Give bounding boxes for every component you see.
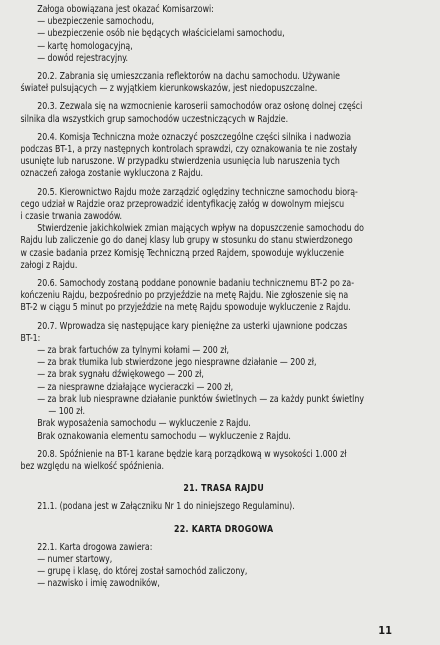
- text-line: świateł pulsujących — z wyjątkiem kierunkowskazów, jest niedopuszczalne.: [20, 83, 318, 95]
- text-line: — za niesprawne działające wycieraczki — 200 zł,: [37, 381, 234, 393]
- section-heading: 21. TRASA RAJDU: [183, 483, 264, 495]
- text-line: załogi z Rajdu.: [20, 259, 78, 271]
- text-line: 22.1. Karta drogowa zawiera:: [37, 541, 153, 553]
- text-line: silnika dla wszystkich grup samochodów uczestniczących w Rajdzie.: [20, 113, 289, 125]
- text-line: BT-1:: [20, 332, 41, 344]
- spacer: [20, 473, 426, 483]
- text-line: Brak oznakowania elementu samochodu — wykluczenie z Rajdu.: [37, 430, 291, 442]
- text-line: — za brak fartuchów za tylnymi kołami — 200 zł,: [37, 345, 230, 357]
- text-line: oznaczeń załoga zostanie wykluczona z Rajdu.: [20, 168, 204, 180]
- text-line: BT-2 w ciągu 5 minut po przyjeździe na metę Rajdu spowoduje wykluczenie z Rajdu.: [20, 302, 351, 314]
- spacer: [20, 514, 426, 524]
- text-line: — grupę i klasę, do której został samochód zaliczony,: [37, 566, 248, 578]
- text-line: 20.3. Zezwala się na wzmocnienie karoserii samochodów oraz osłonę dolnej części: [37, 101, 363, 113]
- text-line: — za brak sygnału dźwiękowego — 200 zł,: [37, 369, 204, 381]
- text-line: — 100 zł.: [48, 406, 85, 418]
- text-line: usunięte lub naruszone. W przypadku stwierdzenia usunięcia lub naruszenia tych: [20, 156, 340, 168]
- text-line: i czasie trwania zawodów.: [20, 211, 122, 223]
- text-line: kończeniu Rajdu, bezpośrednio po przyjeździe na metę Rajdu. Nie zgłoszenie się na: [20, 290, 349, 302]
- text-line: — dowód rejestracyjny.: [37, 52, 129, 64]
- text-line: — ubezpieczenie osób nie będących właścicielami samochodu,: [37, 28, 285, 40]
- text-line: 20.2. Zabrania się umieszczania reflektorów na dachu samochodu. Używanie: [37, 71, 341, 83]
- text-line: 20.6. Samochody zostaną poddane ponownie badaniu technicznemu BT-2 po za-: [37, 278, 355, 290]
- text-line: — ubezpieczenie samochodu,: [37, 16, 155, 28]
- section-heading: 22. KARTA DROGOWA: [174, 523, 274, 535]
- text-line: Stwierdzenie jakichkolwiek zmian mających wpływ na dopuszczenie samochodu do: [37, 223, 364, 235]
- text-line: Załoga obowiązana jest okazać Komisarzowi:: [37, 4, 214, 15]
- text-line: bez względu na wielkość spóźnienia.: [20, 460, 165, 472]
- text-line: podczas BT-1, a przy następnych kontrolach sprawdzi, czy oznakowania te nie zostały: [20, 144, 358, 156]
- text-line: 20.7. Wprowadza się następujące kary pieniężne za usterki ujawnione podczas: [37, 320, 348, 332]
- text-line: 21.1. (podana jest w Załączniku Nr 1 do niniejszego Regulaminu).: [37, 501, 295, 513]
- text-line: — za brak lub niesprawne działanie punktów świetlnych — za każdy punkt świetlny: [37, 393, 364, 405]
- text-line: — kartę homologacyjną,: [37, 40, 133, 52]
- text-line: — za brak tłumika lub stwierdzone jego niesprawne działanie — 200 zł,: [37, 357, 317, 369]
- text-line: 20.8. Spóźnienie na BT-1 karane będzie karą porządkową w wysokości 1.000 zł: [37, 448, 347, 460]
- text-line: w czasie badania przez Komisję Techniczną przed Rajdem, spowoduje wykluczenie: [20, 247, 344, 259]
- text-line: Brak wyposażenia samochodu — wykluczenie z Rajdu.: [37, 418, 251, 430]
- document-body: [20, 4, 426, 591]
- text-line: 20.5. Kierownictwo Rajdu może zarządzić oględziny techniczne samochodu biorą-: [37, 186, 358, 198]
- text-line: — nazwisko i imię zawodników,: [37, 578, 160, 590]
- page-number: 11: [378, 624, 392, 637]
- text-line: — numer startowy,: [37, 553, 113, 565]
- text-line: cego udział w Rajdzie oraz przeprowadzić identyfikację załóg w dowolnym miejscu: [20, 198, 345, 210]
- text-line: Rajdu lub zaliczenie go do danej klasy lub grupy w stosunku do stanu stwierdzonego: [20, 235, 353, 247]
- text-line: 20.4. Komisja Techniczna może oznaczyć poszczególne części silnika i nadwozia: [37, 131, 352, 143]
